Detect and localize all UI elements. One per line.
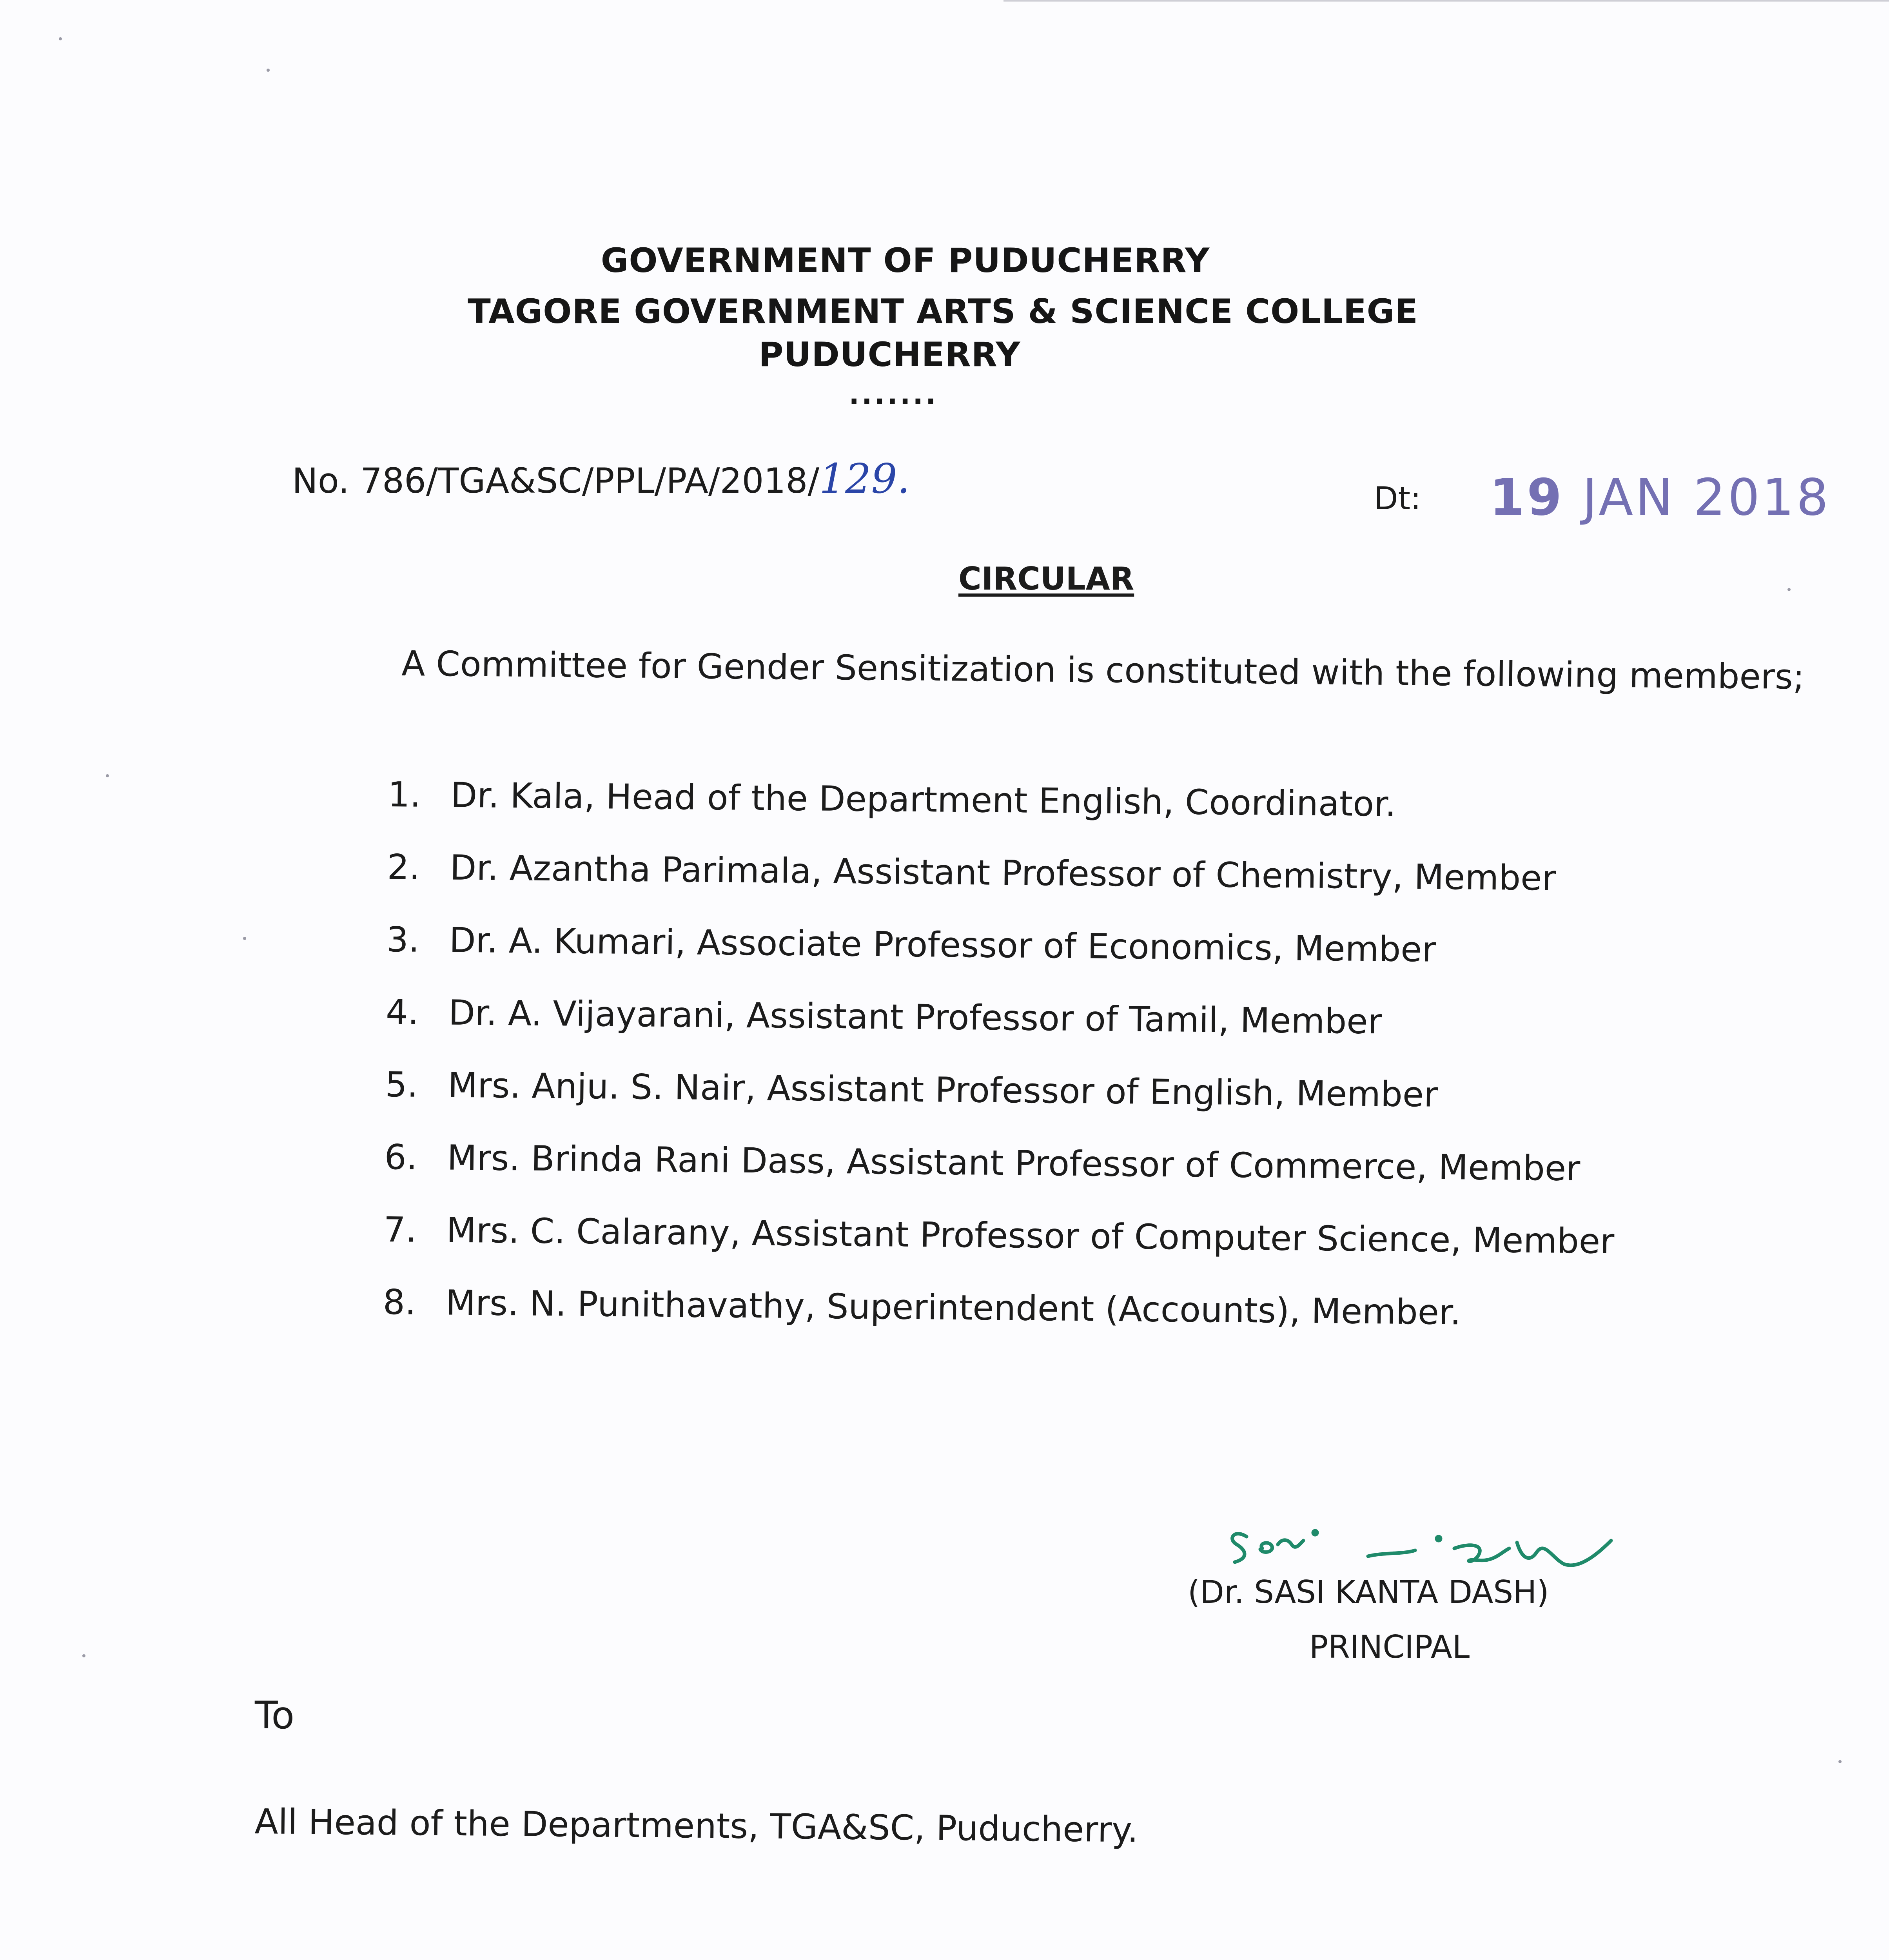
member-item bbox=[386, 919, 1617, 1004]
scan-edge bbox=[1003, 0, 1889, 2]
member-text: Mrs. N. Punithavathy, Superintendent (Accounts), Member. bbox=[445, 1282, 1461, 1333]
member-text: Dr. A. Vijayarani, Assistant Professor of Tamil, Member bbox=[448, 992, 1383, 1042]
header-dots: ....... bbox=[849, 378, 938, 410]
member-text: Mrs. C. Calarany, Assistant Professor of Computer Science, Member bbox=[446, 1210, 1615, 1262]
reference-number bbox=[292, 455, 910, 503]
recipient-line: All Head of the Departments, TGA&SC, Puducherry. bbox=[254, 1801, 1139, 1850]
signature-block bbox=[1180, 1521, 1650, 1686]
scan-speck bbox=[267, 69, 270, 72]
member-number: 6. bbox=[384, 1136, 418, 1178]
date-stamp-day: 19 bbox=[1490, 468, 1564, 527]
scan-speck bbox=[82, 1654, 85, 1657]
circular-intro: A Committee for Gender Sensitization is constituted with the following members; bbox=[401, 643, 1805, 697]
circular-title: CIRCULAR bbox=[958, 561, 1134, 597]
member-number: 8. bbox=[383, 1281, 416, 1323]
header-government: GOVERNMENT OF PUDUCHERRY bbox=[601, 241, 1210, 280]
member-list bbox=[383, 774, 1619, 1366]
header-college: TAGORE GOVERNMENT ARTS & SCIENCE COLLEGE bbox=[468, 292, 1418, 331]
member-text: Mrs. Brinda Rani Dass, Assistant Professor of Commerce, Member bbox=[447, 1137, 1581, 1189]
member-item bbox=[387, 774, 1619, 858]
member-item bbox=[387, 847, 1618, 931]
member-number: 1. bbox=[388, 774, 421, 815]
member-item bbox=[383, 1282, 1614, 1366]
scan-speck bbox=[106, 774, 109, 777]
date-label: Dt: bbox=[1374, 480, 1421, 517]
member-item bbox=[385, 1064, 1616, 1149]
scan-speck bbox=[243, 937, 246, 940]
scan-speck bbox=[1838, 1760, 1842, 1763]
member-item bbox=[384, 1137, 1615, 1221]
to-label: To bbox=[255, 1693, 295, 1737]
member-text: Dr. Azantha Parimala, Assistant Professor of Chemistry, Member bbox=[450, 847, 1556, 898]
member-number: 4. bbox=[385, 991, 419, 1033]
member-text: Dr. Kala, Head of the Department English, Coordinator. bbox=[450, 775, 1396, 824]
scan-speck bbox=[1787, 588, 1791, 591]
member-number: 7. bbox=[383, 1209, 417, 1250]
member-item bbox=[383, 1209, 1615, 1294]
reference-prefix: No. 786/TGA&SC/PPL/PA/2018/ bbox=[292, 461, 820, 501]
date-stamp-month: JAN bbox=[1582, 468, 1675, 527]
date-stamp-year: 2018 bbox=[1693, 468, 1831, 527]
member-number: 3. bbox=[386, 919, 420, 960]
member-text: Mrs. Anju. S. Nair, Assistant Professor of English, Member bbox=[447, 1065, 1438, 1115]
member-number: 2. bbox=[387, 846, 421, 887]
header-city: PUDUCHERRY bbox=[759, 335, 1021, 374]
member-item bbox=[385, 992, 1617, 1076]
signatory-name: (Dr. SASI KANTA DASH) bbox=[1188, 1574, 1549, 1610]
member-number: 5. bbox=[385, 1064, 418, 1105]
date-stamp bbox=[1490, 468, 1831, 527]
signatory-title: PRINCIPAL bbox=[1309, 1629, 1470, 1665]
reference-suffix: . bbox=[897, 455, 910, 503]
scan-speck bbox=[59, 37, 62, 40]
reference-handwritten-number: 129 bbox=[819, 455, 897, 503]
member-text: Dr. A. Kumari, Associate Professor of Economics, Member bbox=[449, 920, 1437, 970]
